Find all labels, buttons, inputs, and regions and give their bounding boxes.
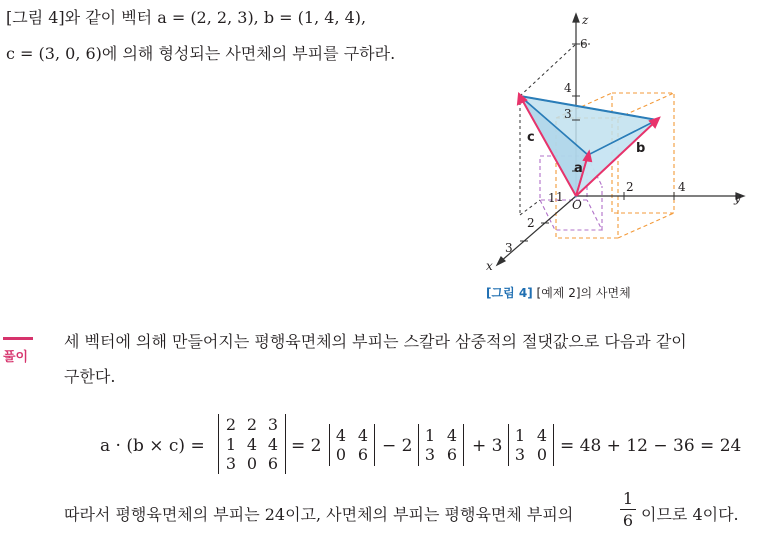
m-cell: 4 (246, 435, 258, 454)
final-sentence-pre: 따라서 평행육면체의 부피는 24이고, 사면체의 부피는 평행육면체 부피의 (64, 505, 574, 524)
m3-cell: 0 (536, 445, 548, 464)
m-cell: 2 (246, 415, 258, 434)
eq-term-2: − 2 (382, 436, 413, 456)
det-2x2-3 (508, 424, 554, 466)
m2-cell: 1 (424, 426, 436, 445)
m3-cell: 3 (514, 445, 526, 464)
z-tick-4: 4 (564, 81, 572, 95)
x-tick-2: 2 (527, 216, 535, 230)
eq-lhs: a · (b × c) = (100, 436, 205, 456)
figure-caption (486, 284, 631, 301)
m1-cell: 6 (357, 445, 369, 464)
problem-line-1: [그림 4]와 같이 벡터 a = (2, 2, 3), b = (1, 4, 4), (6, 8, 367, 27)
vector-b-label: b (636, 141, 646, 156)
m2-cell: 3 (424, 445, 436, 464)
eq-term-3: + 3 (472, 436, 503, 456)
z-axis-label: z (582, 13, 589, 27)
m-cell: 2 (225, 415, 237, 434)
z-tick-1: 1 (556, 190, 564, 204)
tetrahedron-figure (470, 8, 757, 298)
det-2x2-1 (329, 424, 375, 466)
m3-cell: 4 (536, 426, 548, 445)
m1-cell: 0 (335, 445, 347, 464)
x-tick-1: 1 (548, 191, 556, 205)
caption-text: [예제 2]의 사면체 (536, 286, 631, 300)
m1-cell: 4 (335, 426, 347, 445)
m-cell: 1 (225, 435, 237, 454)
m2-cell: 6 (446, 445, 458, 464)
fraction-denominator: 6 (622, 511, 634, 530)
x-axis-label: x (486, 259, 493, 273)
solution-label: 풀이 (3, 350, 29, 365)
m2-cell: 4 (446, 426, 458, 445)
origin-label: O (572, 198, 582, 212)
eq-term-1: = 2 (291, 436, 322, 456)
z-tick-3: 3 (564, 107, 572, 121)
y-tick-4: 4 (678, 180, 686, 194)
m-cell: 0 (246, 454, 258, 473)
y-axis-label: y (734, 191, 741, 205)
det-3x3 (218, 414, 286, 474)
solution-para-line-2: 구한다. (64, 367, 116, 386)
solution-para-line-1: 세 벡터에 의해 만들어지는 평행육면체의 부피는 스칼라 삼중적의 절댓값으로 다음과 같이 (64, 332, 687, 351)
m1-cell: 4 (357, 426, 369, 445)
m3-cell: 1 (514, 426, 526, 445)
fraction-numerator: 1 (622, 489, 634, 508)
m-cell: 6 (267, 454, 279, 473)
final-sentence-post: 이므로 4이다. (641, 505, 739, 524)
caption-label: [그림 4] (486, 286, 533, 300)
eq-result: = 48 + 12 − 36 = 24 (560, 436, 742, 456)
m-cell: 4 (267, 435, 279, 454)
y-tick-2: 2 (626, 180, 634, 194)
x-tick-3: 3 (505, 241, 513, 255)
problem-line-2: c = (3, 0, 6)에 의해 형성되는 사면체의 부피를 구하라. (6, 44, 396, 63)
det-2x2-2 (418, 424, 464, 466)
fraction (620, 489, 636, 530)
solution-bar (3, 337, 33, 340)
m-cell: 3 (267, 415, 279, 434)
vector-c-label: c (527, 130, 535, 145)
fraction-bar (620, 509, 636, 510)
vector-a-label: a (574, 161, 583, 176)
m-cell: 3 (225, 454, 237, 473)
z-tick-6: 6 (580, 37, 588, 51)
